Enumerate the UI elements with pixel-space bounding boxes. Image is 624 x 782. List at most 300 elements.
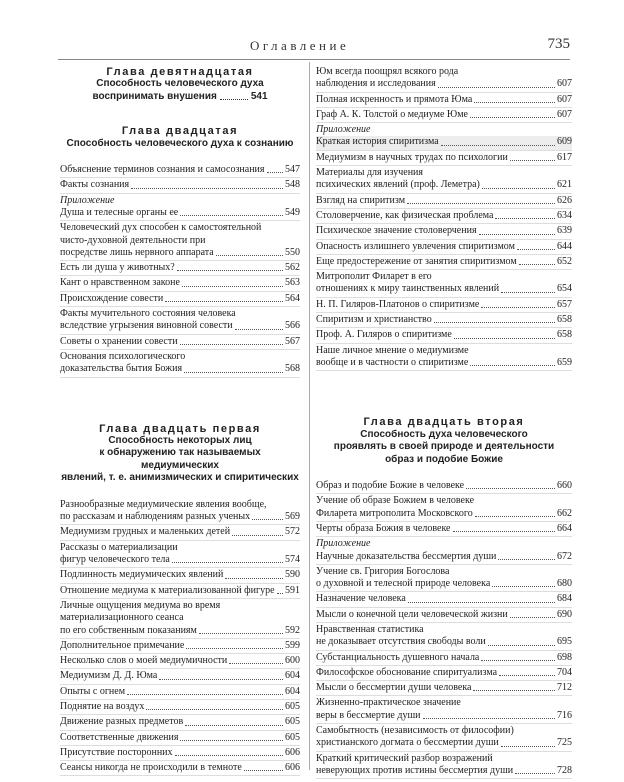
dot-leader: [216, 255, 283, 256]
appendix-label: Приложение: [316, 124, 371, 136]
toc-entry-last-line: [60, 554, 300, 566]
dot-leader: [453, 531, 556, 532]
toc-page-number: 566: [285, 320, 300, 332]
toc-entry-last-line: [316, 578, 572, 590]
dot-leader: [184, 372, 283, 373]
toc-entry[interactable]: [60, 164, 300, 178]
toc-entry-title: Отношение медиума к материализованной фигуре: [60, 584, 275, 596]
toc-entry[interactable]: [316, 523, 572, 537]
toc-page-number: 644: [557, 240, 572, 252]
toc-entry-last-line: [316, 508, 572, 520]
toc-entry-title: Филарета митрополита Московского: [316, 507, 473, 519]
chapter-title: Глава двадцать вторая: [363, 416, 525, 429]
toc-entry-title: Философское обоснование спиритуализма: [316, 666, 498, 678]
dot-leader: [423, 718, 556, 719]
toc-entry-line: Личные ощущения медиума во время: [60, 599, 221, 611]
dot-leader: [517, 249, 555, 250]
toc-entry-title: Образ и подобие Божие в человеке: [316, 480, 465, 492]
toc-entry[interactable]: [316, 480, 572, 494]
dot-leader: [515, 773, 555, 774]
toc-page-number: 591: [285, 584, 300, 596]
dot-leader: [470, 117, 555, 118]
toc-page-number: 660: [557, 480, 572, 492]
dot-leader: [482, 188, 555, 189]
dot-leader: [510, 160, 555, 161]
toc-entry[interactable]: [316, 167, 572, 194]
left-column: [60, 66, 300, 777]
toc-entry-last-line: [316, 225, 572, 237]
toc-entry-last-line: [316, 241, 572, 253]
toc-entry-last-line: [60, 569, 300, 581]
toc-entry-title: христианского догмата о бессмертии души: [316, 737, 499, 749]
dot-leader: [438, 87, 555, 88]
toc-entry-last-line: [316, 136, 572, 148]
toc-entry-last-line: [60, 716, 300, 728]
toc-page-number: 634: [557, 209, 572, 221]
toc-entry[interactable]: [60, 336, 300, 350]
toc-entry[interactable]: [60, 600, 300, 639]
dot-leader: [185, 725, 283, 726]
dot-leader: [501, 292, 555, 293]
toc-entry-last-line: [316, 480, 572, 492]
toc-page-number: 712: [557, 682, 572, 694]
toc-entry[interactable]: [60, 207, 300, 221]
toc-entry-last-line: [60, 179, 300, 191]
dot-leader: [159, 679, 283, 680]
toc-entry-title: Столоверчение, как физическая проблема: [316, 209, 494, 221]
spacer: [60, 150, 300, 164]
toc-entry-last-line: [60, 762, 300, 774]
toc-entry-title: Еще предостережение от занятия спиритизмом: [316, 255, 517, 267]
toc-entry[interactable]: [60, 526, 300, 540]
toc-entry-title: вследствие угрызения виновной совести: [60, 320, 233, 332]
toc-page-number: 626: [557, 194, 572, 206]
toc-entry-title: Граф А. К. Толстой о медиуме Юме: [316, 108, 468, 120]
toc-page-number: 590: [285, 569, 300, 581]
toc-page-number: 572: [285, 526, 300, 538]
toc-page-number: 600: [285, 655, 300, 667]
toc-page-number: 607: [557, 93, 572, 105]
toc-entry[interactable]: [60, 585, 300, 599]
toc-entry-line: Человеческий дух способен к самостоятельной: [60, 222, 262, 234]
toc-entry[interactable]: [316, 241, 572, 255]
toc-entry[interactable]: [60, 686, 300, 700]
toc-entry-last-line: [316, 283, 572, 295]
toc-entry[interactable]: [316, 682, 572, 696]
dot-leader: [434, 322, 555, 323]
toc-entry-last-line: [316, 667, 572, 679]
toc-entry-line: Факты мучительного состояния человека: [60, 308, 236, 320]
toc-entry[interactable]: [316, 256, 572, 270]
toc-entry-last-line: [60, 164, 300, 176]
toc-entry-title: Факты сознания: [60, 179, 130, 191]
toc-entry-line: Юм всегда поощрял всякого рода: [316, 66, 459, 77]
toc-entry-title: Подлинность медиумических явлений: [60, 569, 224, 581]
toc-entry-last-line: [316, 152, 572, 164]
toc-entry[interactable]: [316, 329, 572, 343]
dot-leader: [165, 301, 283, 302]
toc-entry-title: Мысли о бессмертии души человека: [316, 682, 472, 694]
dot-leader: [466, 488, 555, 489]
toc-entry[interactable]: [316, 345, 572, 372]
toc-entry-last-line: [60, 363, 300, 375]
toc-entry-title: Н. П. Гиляров-Платонов о спиритизме: [316, 298, 480, 310]
toc-entry[interactable]: [316, 66, 572, 93]
toc-entry-last-line: [60, 262, 300, 274]
toc-entry-title: фигур человеческого тела: [60, 554, 170, 566]
toc-page-number: 658: [557, 314, 572, 326]
dot-leader: [510, 617, 555, 618]
dot-leader: [172, 562, 283, 563]
toc-entry[interactable]: [60, 747, 300, 761]
toc-page-number: 574: [285, 554, 300, 566]
toc-entry[interactable]: [60, 91, 300, 104]
toc-entry-last-line: [60, 640, 300, 652]
toc-entry-last-line: [316, 299, 572, 311]
toc-entry-last-line: [316, 329, 572, 341]
toc-page-number: 698: [557, 651, 572, 663]
toc-entry-line: Разнообразные медиумические явления вообще,: [60, 498, 267, 510]
toc-page-number: 695: [557, 636, 572, 648]
toc-entry[interactable]: [316, 195, 572, 209]
toc-entry-title: Мысли о конечной цели человеческой жизни: [316, 608, 508, 620]
toc-entry[interactable]: [60, 670, 300, 684]
toc-entry-last-line: [60, 747, 300, 759]
dot-leader: [473, 690, 555, 691]
toc-entry-line: Рассказы о материализации: [60, 541, 178, 553]
toc-entry-title: неверующих против истины бессмертия души: [316, 764, 514, 776]
toc-entry-last-line: [316, 609, 572, 621]
toc-entry-title: веры в бессмертие души: [316, 709, 421, 721]
toc-entry[interactable]: [316, 271, 572, 298]
toc-entry[interactable]: [316, 136, 572, 150]
toc-entry-title: Есть ли душа у животных?: [60, 262, 175, 274]
toc-entry-title: не доказывает отсутствия свободы воли: [316, 636, 486, 648]
toc-entry-last-line: [316, 682, 572, 694]
toc-entry-title: Душа и телесные органы ее: [60, 206, 179, 218]
toc-entry[interactable]: [60, 499, 300, 526]
chapter-subtitle-line: образ и подобие Божие: [385, 453, 503, 465]
toc-entry-last-line: [316, 737, 572, 749]
toc-entry-title: по его собственным показаниям: [60, 624, 197, 636]
toc-page-number: 607: [557, 108, 572, 120]
dot-leader: [220, 99, 248, 100]
toc-entry-line: Учение об образе Божием в человеке: [316, 495, 475, 507]
toc-entry-last-line: [60, 293, 300, 305]
toc-entry-title: Субстанциальность душевного начала: [316, 651, 480, 663]
dot-leader: [441, 145, 555, 146]
toc-page-number: 658: [557, 329, 572, 341]
toc-entry[interactable]: [316, 609, 572, 623]
dot-leader: [498, 559, 555, 560]
toc-entry-last-line: [316, 652, 572, 664]
toc-page-number: 592: [285, 624, 300, 636]
toc-entry[interactable]: [316, 225, 572, 239]
dot-leader: [182, 286, 283, 287]
toc-entry-last-line: [316, 593, 572, 605]
toc-entry-line: чисто-духовной деятельности при: [60, 234, 206, 246]
chapter-subtitle-line: Способность некоторых лиц: [108, 434, 252, 446]
toc-entry-last-line: [316, 636, 572, 648]
toc-entry-last-line: [316, 551, 572, 563]
dot-leader: [180, 215, 283, 216]
toc-page-number: 617: [557, 151, 572, 163]
toc-entry-line: Материалы для изучения: [316, 167, 424, 179]
toc-entry-title: доказательства бытия Божия: [60, 363, 183, 375]
toc-entry-title: Движение разных предметов: [60, 716, 184, 728]
right-column: [316, 66, 572, 780]
toc-entry[interactable]: [60, 277, 300, 291]
toc-entry[interactable]: [316, 299, 572, 313]
toc-entry[interactable]: [60, 351, 300, 378]
spacer: [60, 379, 300, 423]
toc-entry[interactable]: [316, 551, 572, 565]
dot-leader: [481, 660, 555, 661]
toc-page-number: 659: [557, 356, 572, 368]
header-rule: [58, 59, 570, 60]
appendix-label: Приложение: [60, 194, 115, 206]
toc-entry[interactable]: [60, 222, 300, 261]
toc-entry-line: Жизненно-практическое значение: [316, 697, 461, 709]
dot-leader: [252, 519, 283, 520]
toc-page-number: 654: [557, 283, 572, 295]
toc-entry-title: Полная искренность и прямота Юма: [316, 93, 473, 105]
dot-leader: [499, 675, 555, 676]
spacer: [316, 466, 572, 480]
toc-entry[interactable]: [60, 701, 300, 715]
toc-entry-last-line: [316, 94, 572, 106]
toc-entry[interactable]: [316, 652, 572, 666]
toc-page-number: 690: [557, 608, 572, 620]
toc-entry-title: Черты образа Божия в человеке: [316, 522, 451, 534]
toc-entry-title: наблюдения и исследования: [316, 78, 436, 90]
dot-leader: [186, 648, 283, 649]
dot-leader: [501, 746, 555, 747]
toc-entry[interactable]: [60, 655, 300, 669]
toc-entry-title: Соответственные движения: [60, 731, 179, 743]
toc-entry[interactable]: [60, 262, 300, 276]
toc-entry-last-line: [60, 526, 300, 538]
toc-page-number: 567: [285, 335, 300, 347]
toc-entry-title: Несколько слов о моей медиумичности: [60, 655, 228, 667]
toc-page-number: 550: [285, 246, 300, 258]
toc-entry-last-line: [316, 314, 572, 326]
dot-leader: [131, 188, 283, 189]
dot-leader: [146, 709, 283, 710]
chapter-subtitle-line: Способность человеческого духа: [96, 78, 264, 90]
toc-entry-title: по рассказам и наблюдениям разных ученых: [60, 511, 251, 523]
dot-leader: [407, 203, 555, 204]
toc-page-number: 604: [285, 685, 300, 697]
toc-entry[interactable]: [316, 94, 572, 108]
spacer: [316, 372, 572, 416]
running-header-page-number: 735: [547, 36, 570, 52]
toc-entry-title: психических явлений (проф. Леметра): [316, 179, 480, 191]
toc-page-number: 606: [285, 746, 300, 758]
dot-leader: [180, 740, 283, 741]
toc-entry[interactable]: [60, 293, 300, 307]
toc-entry[interactable]: [316, 109, 572, 123]
toc-page-number: 684: [557, 593, 572, 605]
toc-page-number: 605: [285, 716, 300, 728]
dot-leader: [474, 102, 555, 103]
toc-page-number: 548: [285, 179, 300, 191]
toc-page-number: 639: [557, 225, 572, 237]
spacer: [60, 103, 300, 125]
running-header-title: Оглавление: [250, 38, 350, 53]
toc-entry[interactable]: [60, 716, 300, 730]
dot-leader: [244, 770, 283, 771]
toc-entry-title: Объяснение терминов сознания и самосознания: [60, 164, 265, 176]
dot-leader: [177, 270, 283, 271]
dot-leader: [235, 329, 283, 330]
toc-entry-title: Опыты с огнем: [60, 685, 126, 697]
toc-entry-last-line: [316, 78, 572, 90]
spacer: [60, 485, 300, 499]
toc-entry-title: Происхождение совести: [60, 292, 164, 304]
toc-entry-last-line: [60, 701, 300, 713]
toc-entry-last-line: [60, 585, 300, 597]
toc-entry-line: Учение св. Григория Богослова: [316, 565, 450, 577]
toc-page-number: 604: [285, 670, 300, 682]
toc-entry[interactable]: [316, 314, 572, 328]
toc-entry-title: о духовной и телесной природе человека: [316, 578, 491, 590]
dot-leader: [495, 218, 555, 219]
toc-page-number: 564: [285, 292, 300, 304]
toc-entry[interactable]: [316, 697, 572, 724]
toc-entry[interactable]: [316, 725, 572, 752]
dot-leader: [175, 755, 283, 756]
toc-page-number: 657: [557, 298, 572, 310]
toc-entry-title: Медиумизм Д. Д. Юма: [60, 670, 158, 682]
toc-entry-title: Поднятие на воздух: [60, 701, 145, 712]
toc-page-number: 549: [285, 206, 300, 218]
toc-entry-last-line: [316, 523, 572, 535]
toc-page-number: 728: [557, 764, 572, 776]
toc-entry-title: Взгляд на спиритизм: [316, 194, 406, 206]
toc-entry-last-line: [316, 256, 572, 268]
toc-entry-last-line: [60, 511, 300, 523]
dot-leader: [454, 338, 555, 339]
dot-leader: [519, 264, 555, 265]
toc-entry[interactable]: [316, 753, 572, 780]
dot-leader: [408, 602, 555, 603]
dot-leader: [180, 344, 283, 345]
toc-entry-last-line: [60, 655, 300, 667]
toc-entry[interactable]: [316, 624, 572, 651]
toc-entry-last-line: [60, 670, 300, 682]
toc-page-number: 541: [250, 90, 268, 102]
toc-entry-last-line: [60, 686, 300, 698]
dot-leader: [277, 593, 283, 594]
toc-entry[interactable]: [316, 667, 572, 681]
toc-page-number: 662: [557, 507, 572, 519]
toc-entry-last-line: [316, 195, 572, 207]
toc-page-number: 664: [557, 522, 572, 534]
toc-entry-line: материализационного сеанса: [60, 612, 184, 624]
dot-leader: [470, 365, 555, 366]
toc-entry-line: Митрополит Филарет в его: [316, 271, 432, 283]
toc-entry[interactable]: [316, 210, 572, 224]
appendix-label: Приложение: [316, 538, 371, 550]
toc-entry-line: Нравственная статистика: [316, 624, 424, 635]
chapter-subtitle-line: явлений, т. е. анимизмических и спиритических: [61, 472, 299, 484]
toc-entry[interactable]: [60, 542, 300, 569]
toc-page-number: 609: [557, 136, 572, 148]
toc-entry-title: Проф. А. Гиляров о спиритизме: [316, 329, 452, 341]
toc-entry[interactable]: [60, 762, 300, 776]
toc-entry-title: Медиумизм грудных и маленьких детей: [60, 526, 231, 538]
toc-entry-last-line: [316, 357, 572, 369]
toc-entry-title: Дополнительное примечание: [60, 639, 185, 651]
toc-entry[interactable]: [60, 179, 300, 193]
toc-entry[interactable]: [60, 308, 300, 335]
chapter-heading: [60, 66, 300, 103]
toc-page-number: 562: [285, 262, 300, 274]
chapter-title: Глава двадцать первая: [99, 422, 261, 435]
toc-entry[interactable]: [60, 569, 300, 583]
chapter-subtitle-line: Способность человеческого духа к сознанию: [66, 137, 294, 149]
toc-entry-title: Присутствие посторонних: [60, 746, 173, 758]
toc-entry-last-line: [316, 179, 572, 191]
toc-entry[interactable]: [60, 640, 300, 654]
dot-leader: [127, 694, 283, 695]
toc-entry-last-line: [60, 732, 300, 744]
toc-entry-title: Кант о нравственном законе: [60, 277, 180, 289]
toc-page-number: 606: [285, 762, 300, 774]
toc-page-number: 704: [557, 666, 572, 678]
dot-leader: [225, 578, 283, 579]
toc-entry[interactable]: [316, 152, 572, 166]
toc-page-number: 605: [285, 701, 300, 712]
dot-leader: [479, 234, 555, 235]
toc-entry-title: Медиумизм в научных трудах по психологии: [316, 151, 508, 163]
toc-entry-title: Опасность излишнего увлечения спиритизмом: [316, 240, 515, 252]
toc-entry[interactable]: [316, 495, 572, 522]
toc-page-number: 672: [557, 550, 572, 562]
toc-entry-last-line: [60, 247, 300, 259]
toc-entry-last-line: [60, 336, 300, 348]
toc-page-number: 652: [557, 255, 572, 267]
toc-page-number: 725: [557, 737, 572, 749]
dot-leader: [481, 307, 555, 308]
column-divider: [309, 62, 310, 770]
dot-leader: [488, 645, 555, 646]
toc-entry-last-line: [316, 710, 572, 722]
toc-entry-title: Назначение человека: [316, 593, 406, 605]
toc-page-number: 680: [557, 578, 572, 590]
toc-entry[interactable]: [60, 732, 300, 746]
chapter-heading: [60, 423, 300, 485]
toc-entry-title: вообще и в частности о спиритизме: [316, 356, 469, 368]
toc-entry[interactable]: [316, 593, 572, 607]
toc-entry-line: Самобытность (независимость от философии): [316, 725, 514, 737]
toc-entry-title: воспринимать внушения: [92, 90, 217, 102]
toc-entry[interactable]: [316, 566, 572, 593]
chapter-subtitle-line: Способность духа человеческого: [360, 428, 528, 440]
toc-entry-line: Краткий критический разбор возражений: [316, 752, 493, 764]
toc-entry-title: Научные доказательства бессмертия души: [316, 550, 497, 562]
chapter-subtitle-line: к обнаружению так называемых медиумических: [99, 447, 261, 471]
toc-page-number: 563: [285, 277, 300, 289]
dot-leader: [492, 586, 555, 587]
chapter-subtitle-line: проявлять в своей природе и деятельности: [333, 441, 555, 453]
toc-page-number: 568: [285, 363, 300, 375]
toc-entry-last-line: [316, 765, 572, 777]
toc-entry-last-line: [60, 277, 300, 289]
toc-entry-last-line: [316, 210, 572, 222]
toc-page-number: 599: [285, 639, 300, 651]
